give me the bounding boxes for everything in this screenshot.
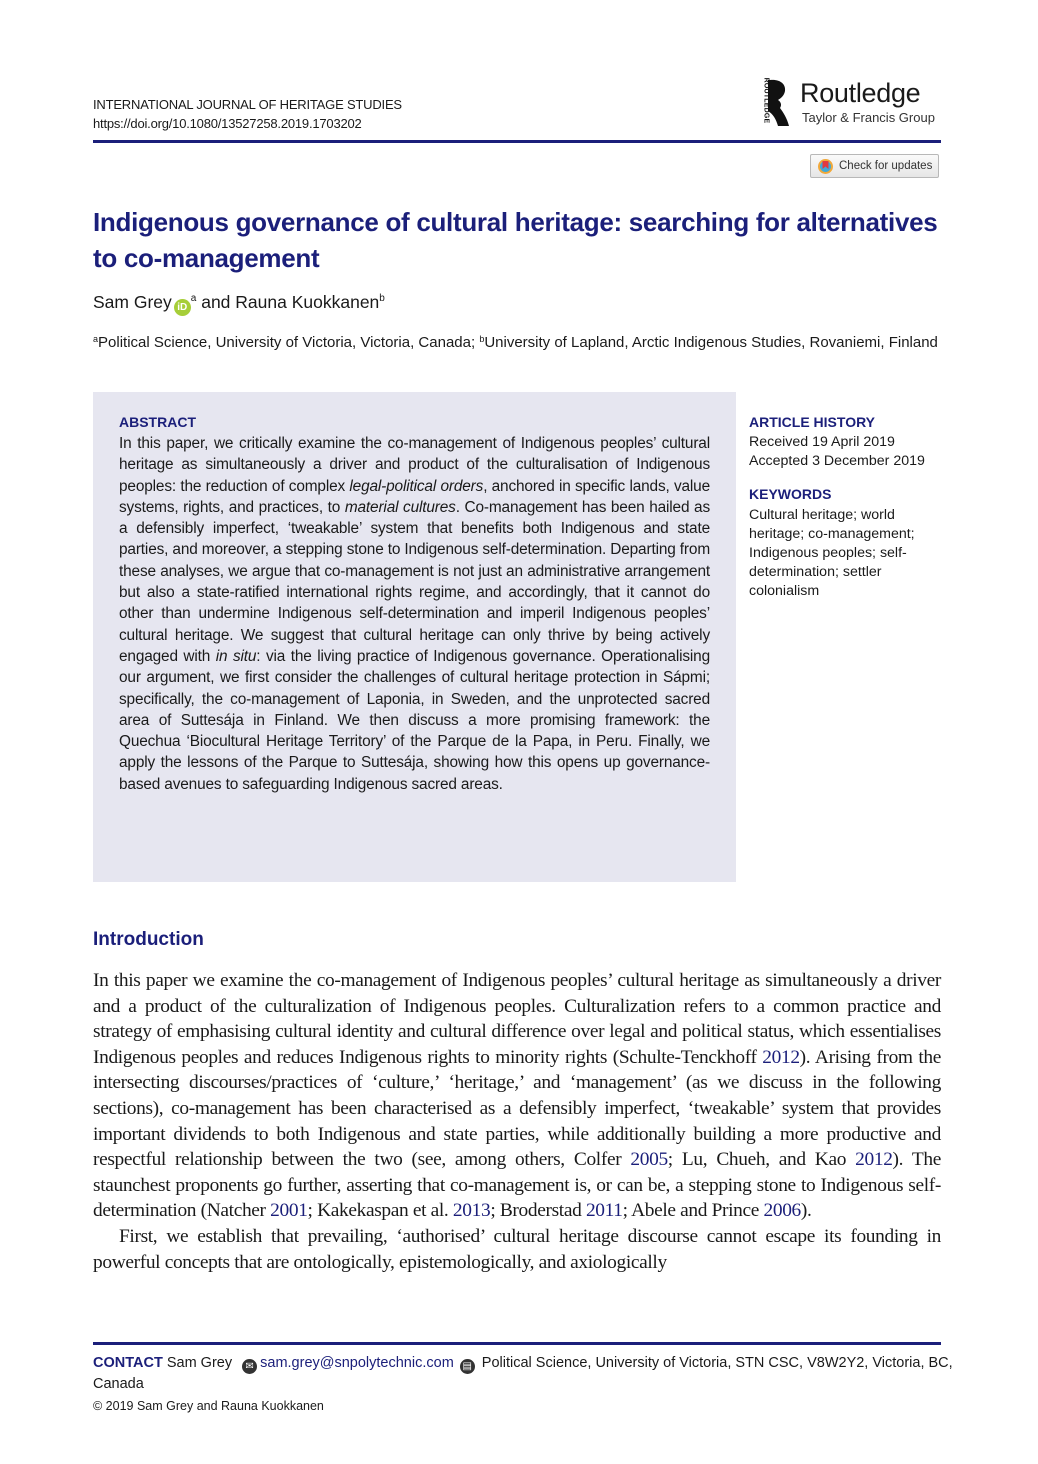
- introduction-body: [93, 968, 941, 1275]
- paragraph: [93, 968, 941, 1224]
- orcid-icon[interactable]: iD: [174, 299, 191, 316]
- copyright: © 2019 Sam Grey and Rauna Kuokkanen: [93, 1399, 324, 1413]
- logo-vertical-text: ROUTLEDGE: [762, 77, 770, 124]
- text-fragment: ). Arising from the intersecting discourses/practices of ‘culture,’ ‘heritage,’ and ‘management’ (as we discuss in the following sections), co-management has been characterised as a defensibly imperfect, ‘tweakable’ system that provides important dividends to both Indigenous and state parties, while additionally building a more productive and respectful relationship between the two (see, among others, Colfer: [93, 1046, 941, 1171]
- check-for-updates-button[interactable]: [810, 154, 939, 178]
- keywords-list: Cultural heritage; world heritage; co-management; Indigenous peoples; self-determination; settler colonialism: [749, 507, 915, 599]
- routledge-profile-icon: [756, 78, 790, 128]
- accepted-date: Accepted 3 December 2019: [749, 453, 925, 469]
- publisher-group: Taylor & Francis Group: [802, 110, 935, 125]
- contact-address: Political Science, University of Victoria, STN CSC, V8W2Y2, Victoria, BC, Canada: [93, 1355, 953, 1392]
- paragraph: First, we establish that prevailing, ‘authorised’ cultural heritage discourse cannot escape its founding in powerful concepts that are ontologically, epistemologically, and axiologically: [93, 1225, 941, 1273]
- article-history-heading: ARTICLE HISTORY: [749, 414, 876, 430]
- envelope-icon: ✉: [242, 1359, 257, 1374]
- publisher-name: Routledge: [800, 78, 921, 108]
- footer-divider: [93, 1342, 941, 1345]
- address-card-icon: ▤: [460, 1359, 475, 1374]
- text-fragment: ; Lu, Chueh, and Kao: [667, 1149, 856, 1171]
- citation-link[interactable]: 2001: [270, 1200, 308, 1222]
- citation-link[interactable]: 2013: [452, 1200, 491, 1222]
- text-fragment: ; Kakekaspan et al.: [307, 1200, 453, 1222]
- author-name[interactable]: Sam Grey: [93, 292, 172, 312]
- affiliation-a: Political Science, University of Victoria, Victoria, Canada;: [98, 334, 480, 351]
- author-list: [93, 287, 385, 316]
- abstract-emphasis: material cultures: [344, 498, 456, 516]
- article-title: Indigenous governance of cultural heritage: searching for alternatives to co-management: [93, 207, 938, 273]
- citation-link[interactable]: 2012: [855, 1149, 893, 1171]
- affiliation-b: University of Lapland, Arctic Indigenous Studies, Rovaniemi, Finland: [484, 334, 938, 351]
- affiliations: [93, 328, 953, 354]
- contact-info: [93, 1353, 953, 1395]
- citation-link[interactable]: 2006: [763, 1200, 801, 1222]
- text-fragment: ).: [800, 1200, 812, 1222]
- abstract-fragment: . Co-management has been hailed as a defensibly imperfect, ‘tweakable’ system that benefits both Indigenous and state parties, and moreover, a stepping stone to Indigenous self-determination. Departing from these analyses, we argue that co-management is not just an administrative arrangement but also a state-ratified international rights regime, and accordingly, that it cannot do other than undermine Indigenous self-determination and imperil Indigenous peoples’ cultural heritage. We suggest that cultural heritage can only thrive by being actively engaged with: [119, 498, 710, 665]
- abstract-fragment: , anchored in specific lands, value systems, rights, and practices, to: [119, 477, 710, 516]
- journal-header: [93, 95, 402, 133]
- citation-link[interactable]: 2012: [762, 1046, 800, 1068]
- contact-label: CONTACT: [93, 1355, 163, 1371]
- received-date: Received 19 April 2019: [749, 434, 895, 450]
- citation-link[interactable]: 2005: [630, 1149, 668, 1171]
- header-divider: [93, 140, 941, 143]
- contact-name: Sam Grey: [162, 1355, 237, 1371]
- text-fragment: ). The staunchest proponents go further, asserting that co-management is, or can be, a stepping stone to Indigenous self-determination (Natcher: [93, 1149, 941, 1222]
- crossmark-icon: [817, 158, 834, 175]
- email-link[interactable]: sam.grey@snpolytechnic.com: [260, 1355, 454, 1371]
- publisher-logo: [756, 78, 946, 130]
- abstract-heading: ABSTRACT: [119, 414, 196, 430]
- citation-link[interactable]: 2011: [585, 1200, 623, 1222]
- abstract-fragment: In this paper, we critically examine the co-management of Indigenous peoples’ cultural heritage as simultaneously a driver and product of the culturalisation of Indigenous peoples: the reduction of complex: [119, 435, 710, 495]
- abstract-text: [119, 433, 710, 795]
- affiliation-marker: a: [190, 293, 197, 304]
- doi-link[interactable]: https://doi.org/10.1080/13527258.2019.1703202: [93, 116, 362, 131]
- abstract-emphasis: in situ: [215, 647, 257, 665]
- affiliation-marker: b: [479, 334, 485, 344]
- text-fragment: ; Broderstad: [490, 1200, 586, 1222]
- text-fragment: ; Abele and Prince: [622, 1200, 764, 1222]
- abstract-emphasis: legal-political orders: [349, 477, 484, 495]
- journal-name: INTERNATIONAL JOURNAL OF HERITAGE STUDIES: [93, 97, 402, 112]
- check-for-updates-label: Check for updates: [839, 160, 933, 172]
- abstract-fragment: : via the living practice of Indigenous governance. Operationalising our argument, we first consider the challenges of cultural heritage protection in Sápmi; specifically, the co-management of Laponia, in Sweden, and the unprotected sacred area of Suttesája in Finland. We then discuss a more promising framework: the Quechua ‘Biocultural Heritage Territory’ of the Parque de la Papa, in Peru. Finally, we apply the lessons of the Parque to Suttesája, showing how this opens up governance-based avenues to safeguarding Indigenous sacred areas.: [119, 647, 711, 793]
- text-fragment: In this paper we examine the co-management of Indigenous peoples’ cultural heritage as simultaneously a driver and a product of the culturalization of Indigenous peoples. Culturalization refers to a common practice and strategy of emphasising cultural identity and cultural difference over legal and political status, which essentialises Indigenous peoples and reduces Indigenous rights to minority rights (Schulte-Tenckhoff: [93, 970, 941, 1068]
- section-heading-introduction: Introduction: [93, 929, 204, 950]
- keywords-heading: KEYWORDS: [749, 486, 832, 502]
- affiliation-marker: b: [379, 293, 385, 304]
- affiliation-marker: a: [93, 334, 99, 344]
- author-conjunction: and: [196, 292, 236, 312]
- author-name[interactable]: Rauna Kuokkanen: [235, 292, 380, 312]
